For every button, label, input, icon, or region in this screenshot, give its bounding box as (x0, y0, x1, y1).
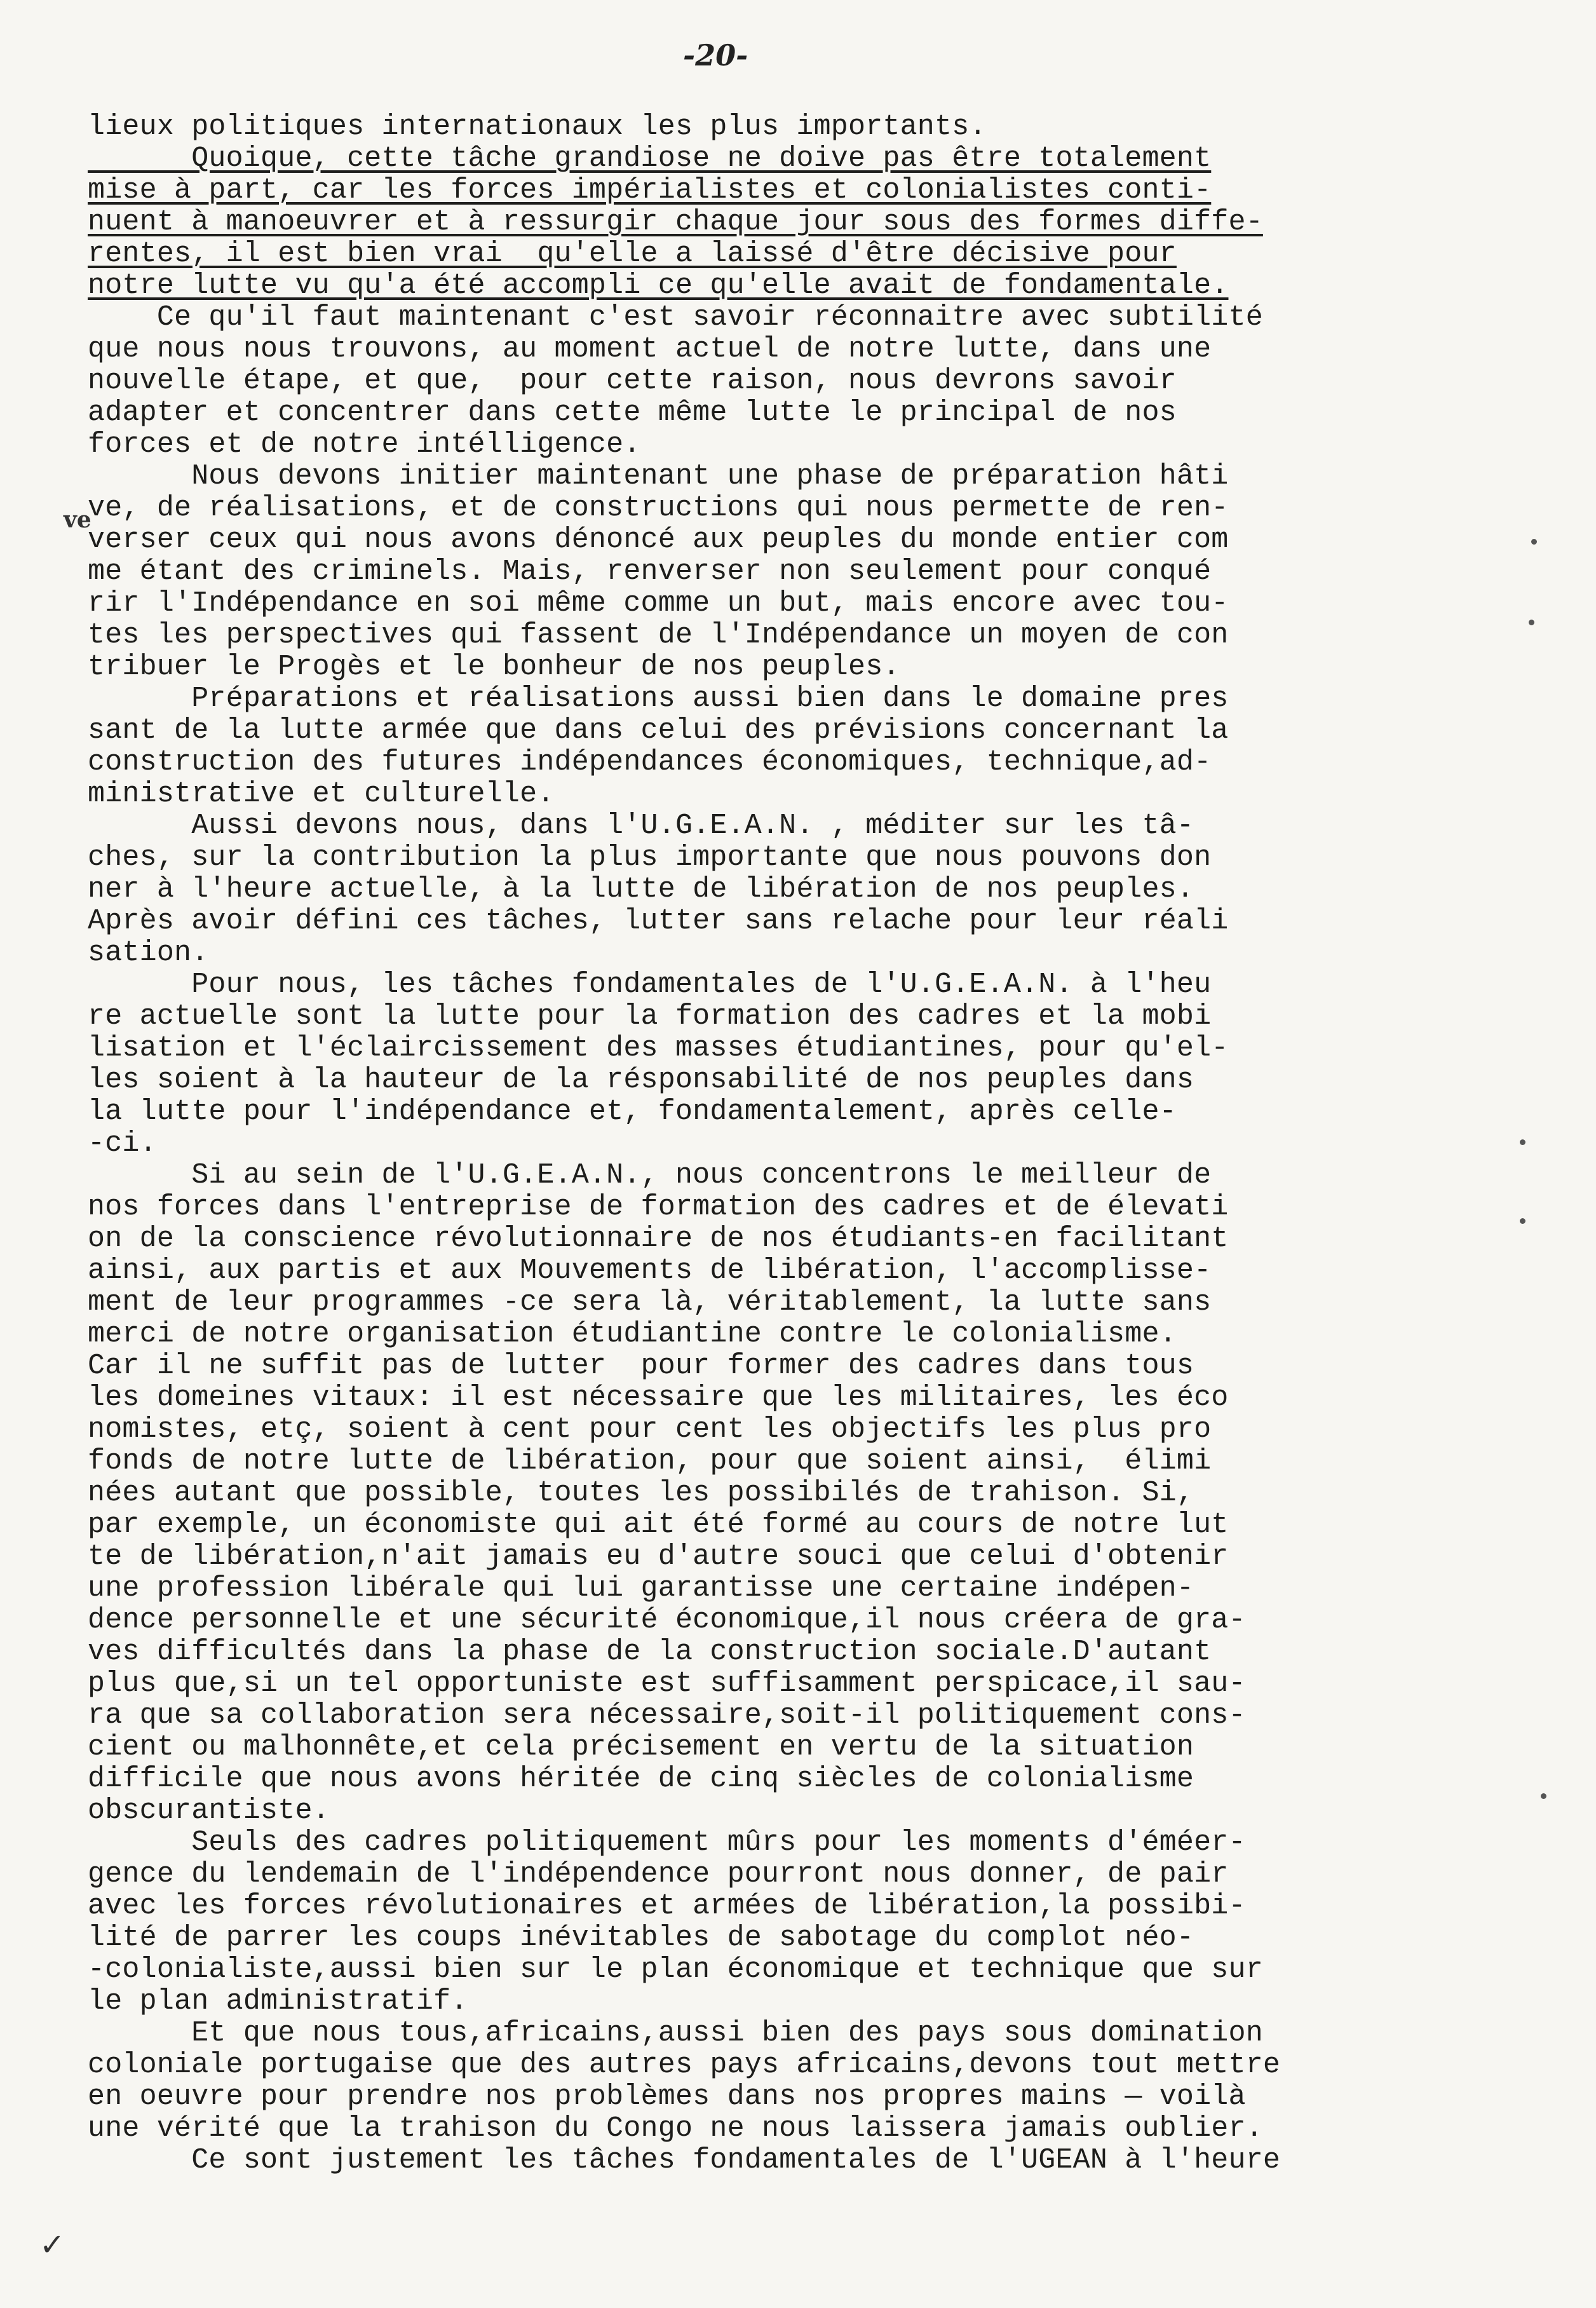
text-line: fonds de notre lutte de libération, pour que soient ainsi, élimi (88, 1445, 1212, 1477)
text-line: -ci. (88, 1127, 157, 1160)
speck-mark (1520, 1218, 1525, 1224)
document-body (88, 111, 1511, 2176)
text-line: avec les forces révolutionaires et armées de libération,la possibi- (88, 1890, 1246, 1922)
text-line: forces et de notre intélligence. (88, 428, 641, 461)
text-line: nomistes, etç, soient à cent pour cent les objectifs les plus pro (88, 1413, 1212, 1446)
text-line: tes les perspectives qui fassent de l'Indépendance un moyen de con (88, 619, 1229, 651)
text-line: une vérité que la trahison du Congo ne nous laissera jamais oublier. (88, 2112, 1263, 2145)
text-line: Ce sont justement les tâches fondamentales de l'UGEAN à l'heure (88, 2144, 1281, 2176)
text-line: difficile que nous avons héritée de cinq siècles de colonialisme (88, 1763, 1194, 1795)
speck-mark (1541, 1793, 1546, 1799)
text-line: tribuer le Progès et le bonheur de nos peuples. (88, 651, 900, 683)
text-line: me étant des criminels. Mais, renverser non seulement pour conqué (88, 555, 1212, 588)
text-line: ner à l'heure actuelle, à la lutte de libération de nos peuples. (88, 873, 1194, 906)
text-line: Seuls des cadres politiquement mûrs pour les moments d'éméer- (88, 1826, 1246, 1859)
text-line: merci de notre organisation étudiantine contre le colonialisme. (88, 1318, 1177, 1350)
text-line: ainsi, aux partis et aux Mouvements de libération, l'accomplisse- (88, 1254, 1212, 1287)
text-line: verser ceux qui nous avons dénoncé aux peuples du monde entier com (88, 524, 1229, 556)
text-line: construction des futures indépendances économiques, technique,ad- (88, 746, 1212, 778)
speck-mark (1531, 539, 1537, 545)
text-line: obscurantiste. (88, 1795, 330, 1827)
text-line: ministrative et culturelle. (88, 778, 555, 810)
text-line: gence du lendemain de l'indépendence pourront nous donner, de pair (88, 1858, 1229, 1891)
text-line: re actuelle sont la lutte pour la formation des cadres et la mobi (88, 1000, 1212, 1033)
text-line: Et que nous tous,africains,aussi bien des pays sous domination (88, 2017, 1263, 2049)
text-line: dence personnelle et une sécurité économique,il nous créera de gra- (88, 1604, 1246, 1636)
text-line: plus que,si un tel opportuniste est suffisamment perspicace,il sau- (88, 1667, 1246, 1700)
text-line: la lutte pour l'indépendance et, fondamentalement, après celle- (88, 1096, 1177, 1128)
text-line: que nous nous trouvons, au moment actuel de notre lutte, dans une (88, 333, 1212, 365)
page-number: -20- (683, 38, 748, 72)
margin-annotation: ve (64, 506, 91, 533)
text-line: cient ou malhonnête,et cela précisement en vertu de la situation (88, 1731, 1194, 1763)
text-line: le plan administratif. (88, 1985, 468, 2018)
text-line: sation. (88, 937, 209, 969)
text-line: les soient à la hauteur de la résponsabilité de nos peuples dans (88, 1064, 1194, 1096)
text-line: en oeuvre pour prendre nos problèmes dans nos propres mains — voilà (88, 2081, 1246, 2113)
text-line: ches, sur la contribution la plus importante que nous pouvons don (88, 841, 1212, 874)
text-line: une profession libérale qui lui garantisse une certaine indépen- (88, 1572, 1194, 1605)
text-line: ra que sa collaboration sera nécessaire,soit-il politiquement cons- (88, 1699, 1246, 1732)
text-line: lité de parrer les coups inévitables de sabotage du complot néo- (88, 1922, 1194, 1954)
text-line: Aussi devons nous, dans l'U.G.E.A.N. , méditer sur les tâ- (88, 810, 1194, 842)
text-line: ment de leur programmes -ce sera là, véritablement, la lutte sans (88, 1286, 1212, 1319)
text-line: adapter et concentrer dans cette même lutte le principal de nos (88, 397, 1177, 429)
text-line: les domeines vitaux: il est nécessaire que les militaires, les éco (88, 1381, 1229, 1414)
text-line: lisation et l'éclaircissement des masses étudiantines, pour qu'el- (88, 1032, 1229, 1064)
bottom-left-mark: ✓ (39, 2227, 65, 2263)
text-line: -colonialiste,aussi bien sur le plan économique et technique que sur (88, 1953, 1263, 1986)
text-line: sant de la lutte armée que dans celui des prévisions concernant la (88, 714, 1229, 747)
text-line: Préparations et réalisations aussi bien dans le domaine pres (88, 682, 1229, 715)
text-line: Car il ne suffit pas de lutter pour former des cadres dans tous (88, 1350, 1194, 1382)
text-line: mise à part, car les forces impérialistes et colonialistes conti- (88, 174, 1212, 207)
text-line: coloniale portugaise que des autres pays africains,devons tout mettre (88, 2049, 1281, 2081)
text-line: nuent à manoeuvrer et à ressurgir chaque jour sous des formes diffe- (88, 206, 1263, 238)
text-line: lieux politiques internationaux les plus importants. (88, 111, 987, 143)
speck-mark (1520, 1139, 1525, 1145)
text-line: notre lutte vu qu'a été accompli ce qu'elle avait de fondamentale. (88, 269, 1229, 302)
text-line: par exemple, un économiste qui ait été formé au cours de notre lut (88, 1509, 1229, 1541)
text-line: nées autant que possible, toutes les possibilés de trahison. Si, (88, 1477, 1194, 1509)
text-line: te de libération,n'ait jamais eu d'autre souci que celui d'obtenir (88, 1540, 1229, 1573)
text-line: Si au sein de l'U.G.E.A.N., nous concentrons le meilleur de (88, 1159, 1212, 1191)
text-line: rir l'Indépendance en soi même comme un but, mais encore avec tou- (88, 587, 1229, 620)
text-line: ves difficultés dans la phase de la construction sociale.D'autant (88, 1636, 1212, 1668)
text-line: Quoique, cette tâche grandiose ne doive pas être totalement (88, 142, 1212, 175)
text-line: rentes, il est bien vrai qu'elle a laissé d'être décisive pour (88, 238, 1177, 270)
text-line: nouvelle étape, et que, pour cette raison, nous devrons savoir (88, 365, 1177, 397)
text-line: on de la conscience révolutionnaire de nos étudiants-en facilitant (88, 1223, 1229, 1255)
text-line: Nous devons initier maintenant une phase de préparation hâti (88, 460, 1229, 492)
text-line: Pour nous, les tâches fondamentales de l'U.G.E.A.N. à l'heu (88, 968, 1212, 1001)
text-line: Après avoir défini ces tâches, lutter sans relache pour leur réali (88, 905, 1229, 937)
text-line: ve, de réalisations, et de constructions qui nous permette de ren- (88, 492, 1229, 524)
speck-mark (1529, 620, 1534, 625)
text-line: nos forces dans l'entreprise de formation des cadres et de élevati (88, 1191, 1229, 1223)
text-line: Ce qu'il faut maintenant c'est savoir réconnaitre avec subtilité (88, 301, 1263, 334)
